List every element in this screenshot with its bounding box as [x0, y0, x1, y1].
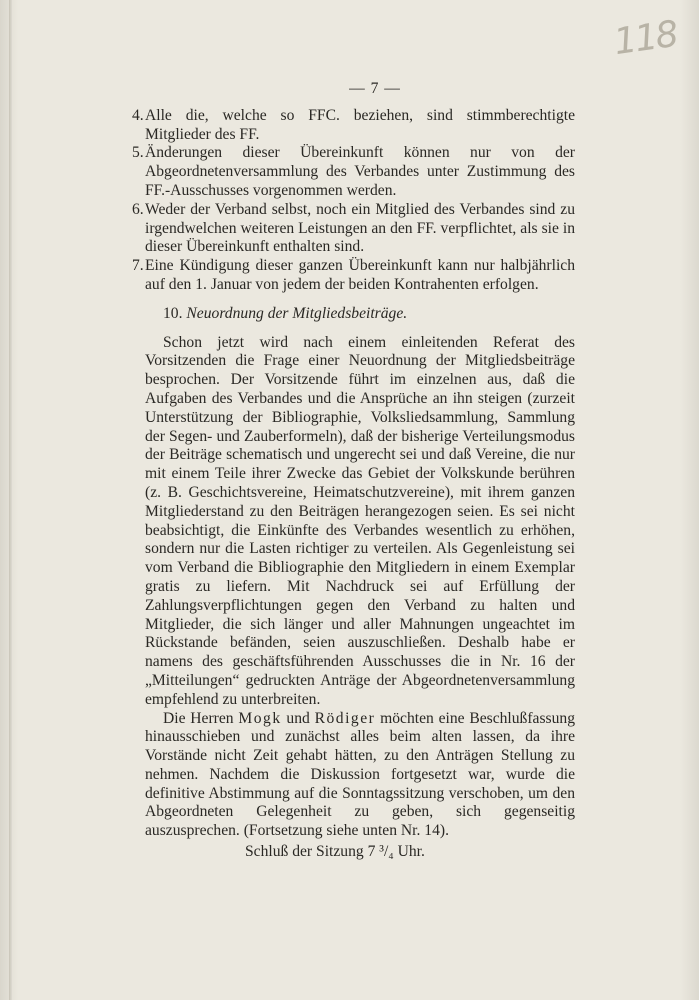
paragraph-discussion	[145, 710, 575, 842]
person-name-mogk: Mogk	[238, 709, 282, 727]
list-item: 4. Alle die, welche so FFC. beziehen, sind stimmberechtigte Mitglieder des FF.	[132, 106, 575, 143]
page-text	[132, 80, 575, 862]
list-item-text: Alle die, welche so FFC. beziehen, sind stimmberechtigte Mitglieder des FF.	[145, 106, 575, 143]
section-title: Neuordnung der Mitgliedsbeiträge.	[186, 304, 408, 322]
list-item-text: Eine Kündigung dieser ganzen Übereinkunft kann nur halbjährlich auf den 1. Januar von jedem der beiden Kontrahenten erfolgen.	[145, 257, 575, 293]
list-item: 6. Weder der Verband selbst, noch ein Mitglied des Verbandes sind zu irgendwelchen weiteren Leistungen an den FF. verpflichtet, als sie in dieser Übereinkunft enthalten sind.	[132, 200, 575, 256]
page-number: — 7 —	[349, 80, 401, 97]
person-name-roediger: Rödiger	[314, 709, 376, 727]
list-item-text: Änderungen dieser Übereinkunft können nur von der Abgeordnetenversammlung des Verbandes unter Zustimmung des FF.-Ausschusses vorgenommen werden.	[145, 144, 575, 199]
page-fold-shadow	[9, 0, 12, 1000]
section-number: 10.	[163, 304, 183, 322]
paragraph-text: möchten eine Beschlußfassung hinausschieben und zunächst alles beim alten lassen, da ihre Vorstände nicht Zeit gehabt hätten, zu den Anträgen Stellung zu nehmen. Nachdem die Diskussion fortgesetzt war, wurde die definitive Abstimmung auf die Sonntagssitzung verschoben, um den Abgeordneten Gelegenheit zu geben, sich gegenseitig auszusprechen. (Fortsetzung siehe unten Nr. 14).	[145, 709, 575, 840]
section-heading	[145, 305, 575, 324]
closing-line: Schluß der Sitzung 7 ³/₄ Uhr.	[245, 843, 425, 861]
list-item: 5. Änderungen dieser Übereinkunft können nur von der Abgeordnetenversammlung des Verbandes unter Zustimmung des FF.-Ausschusses vorgenommen werden.	[132, 144, 575, 199]
paragraph-text: Die Herren	[163, 709, 239, 727]
handwritten-folio-number: 118	[611, 13, 680, 64]
list-item: 7. Eine Kündigung dieser ganzen Übereinkunft kann nur halbjährlich auf den 1. Januar von jedem der beiden Kontrahenten erfolgen.	[132, 257, 575, 293]
paragraph-referat: Schon jetzt wird nach einem einleitenden Referat des Vorsitzenden die Frage einer Neuordnung der Mitgliedsbeiträge besprochen. Der Vorsitzende führt im einzelnen aus, daß die Aufgaben des Verbandes und die Ansprüche an ihn steigen (zurzeit Unterstützung der Bibliographie, Volksliedsammlung, Sammlung der Segen- und Zauberformeln), daß der bisherige Verteilungsmodus der Beiträge schematisch und ungerecht sei und daß Vereine, die nur mit einem Teile ihrer Zwecke das Gebiet der Volkskunde berühren (z. B. Geschichtsvereine, Heimatschutzvereine), mit ihrem ganzen Mitgliederstand zu den Beiträgen herangezogen seien. Es sei nicht beabsichtigt, die Einkünfte des Verbandes wesentlich zu erhöhen, sondern nur die Lasten richtiger zu verteilen. Als Gegenleistung sei vom Verband die Bibliographie den Mitgliedern in einem Exemplar gratis zu liefern. Mit Nachdruck sei auf Erfüllung der Zahlungsverpflichtungen gegen den Verband zu halten und Mitglieder, die sich länger und aller Mahnungen ungeachtet im Rückstande befänden, seien auszuschließen. Deshalb habe er namens des geschäftsführenden Ausschusses die in Nr. 16 der „Mitteilungen“ gedruckten Anträge der Abgeordnetenversammlung empfehlend zu unterbreiten.	[145, 333, 575, 708]
numbered-list	[132, 106, 575, 295]
list-item-text: Weder der Verband selbst, noch ein Mitglied des Verbandes sind zu irgendwelchen weiteren Leistungen an den FF. verpflichtet, als sie in dieser Übereinkunft enthalten sind.	[145, 200, 575, 256]
paragraph-text: und	[281, 709, 315, 727]
